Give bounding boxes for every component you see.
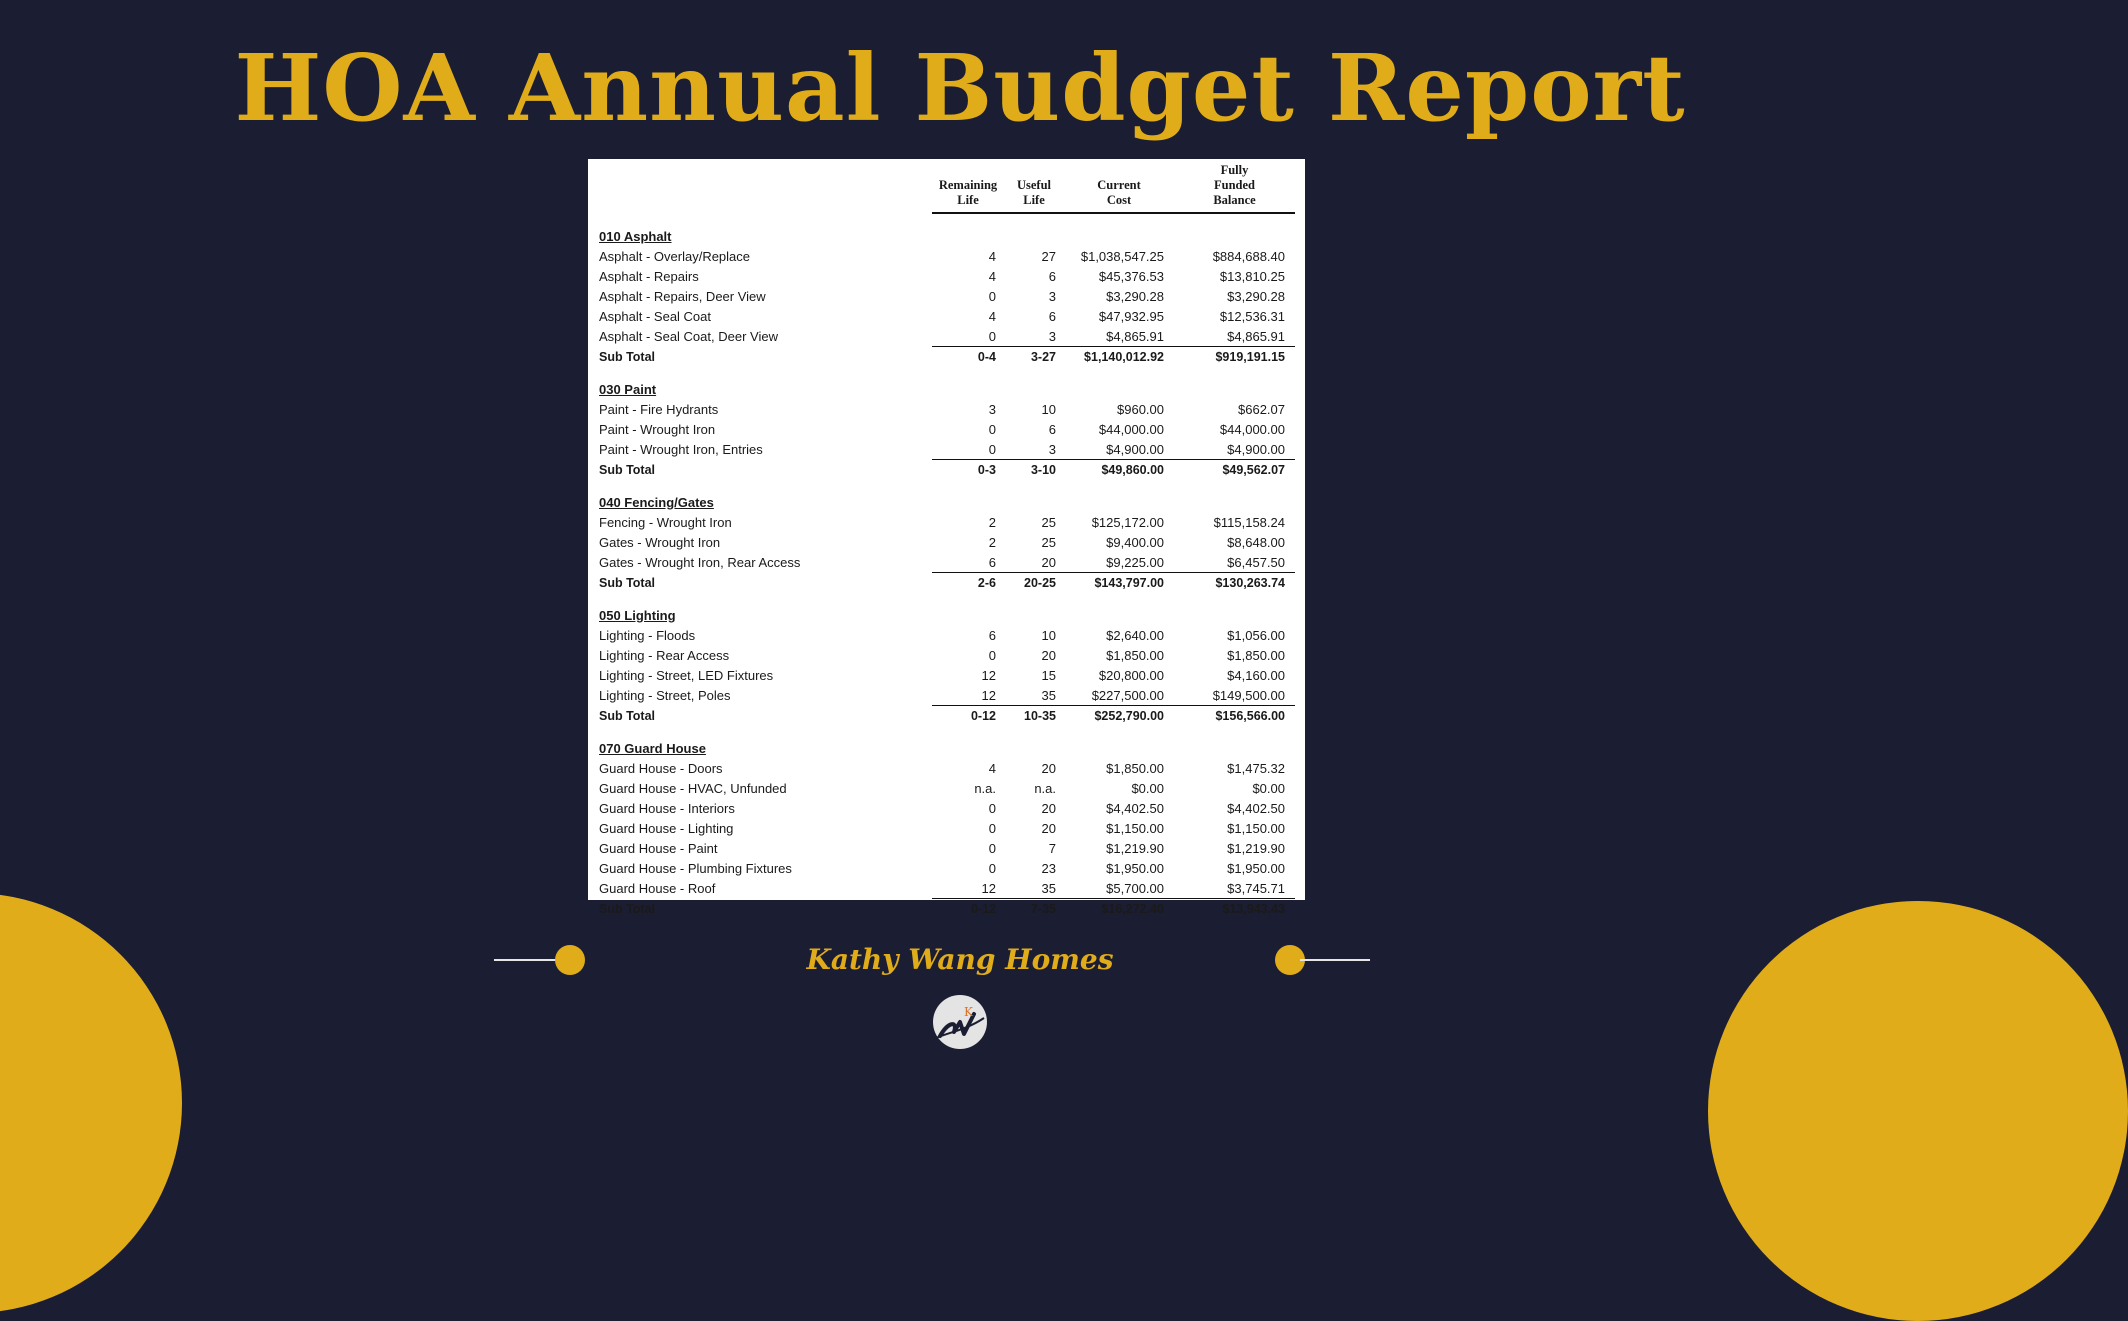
fully-funded-balance: $8,648.00 <box>1227 534 1285 550</box>
fully-funded-balance: $1,950.00 <box>1227 860 1285 876</box>
subtotal-fully-funded-balance: $156,566.00 <box>1174 706 1295 727</box>
current-cost: $227,500.00 <box>1091 687 1164 703</box>
subtotal-useful-life: 20-25 <box>1004 573 1064 594</box>
useful-life: 23 <box>1041 860 1056 876</box>
table-row <box>596 685 1295 706</box>
kw-monogram-icon <box>930 992 990 1052</box>
section-header-row <box>596 367 1295 399</box>
current-cost: $2,640.00 <box>1106 627 1164 643</box>
current-cost: $45,376.53 <box>1098 268 1164 284</box>
section-title: 050 Lighting <box>599 607 676 623</box>
section-title: 040 Fencing/Gates <box>599 494 714 510</box>
table-row <box>596 419 1295 439</box>
budget-document <box>588 159 1305 916</box>
current-cost: $4,900.00 <box>1106 441 1164 457</box>
useful-life: 3 <box>1048 328 1056 344</box>
subtotal-label: Sub Total <box>599 349 656 364</box>
remaining-life: 4 <box>988 308 996 324</box>
fully-funded-balance: $115,158.24 <box>1213 514 1285 530</box>
section-title-cell <box>596 367 1295 399</box>
brand-name: Kathy Wang Homes <box>806 943 1114 976</box>
component-name: Lighting - Rear Access <box>599 647 730 663</box>
remaining-life: 12 <box>981 667 996 683</box>
remaining-life: 0 <box>988 860 996 876</box>
table-row <box>596 838 1295 858</box>
section-header-row <box>596 726 1295 758</box>
subtotal-label: Sub Total <box>599 901 656 916</box>
component-name: Asphalt - Repairs, Deer View <box>599 288 766 304</box>
table-body <box>596 213 1295 919</box>
useful-life: 20 <box>1041 800 1056 816</box>
remaining-life: 0 <box>988 840 996 856</box>
useful-life: 35 <box>1041 687 1056 703</box>
current-cost: $9,400.00 <box>1106 534 1164 550</box>
component-name: Lighting - Floods <box>599 627 696 643</box>
component-name: Guard House - Lighting <box>599 820 734 836</box>
fully-funded-balance: $3,290.28 <box>1227 288 1285 304</box>
subtotal-current-cost: $252,790.00 <box>1064 706 1174 727</box>
table-row <box>596 532 1295 552</box>
component-name: Guard House - Interiors <box>599 800 735 816</box>
fully-funded-balance: $4,160.00 <box>1227 667 1285 683</box>
decorative-line-right <box>1300 959 1370 961</box>
subtotal-useful-life: 3-10 <box>1004 460 1064 481</box>
useful-life: 20 <box>1041 554 1056 570</box>
useful-life: 3 <box>1048 288 1056 304</box>
table-row <box>596 645 1295 665</box>
remaining-life: 4 <box>988 248 996 264</box>
section-title-cell <box>596 726 1295 758</box>
current-cost: $3,290.28 <box>1106 288 1164 304</box>
remaining-life: 2 <box>988 514 996 530</box>
subtotal-row <box>596 347 1295 368</box>
fully-funded-balance: $149,500.00 <box>1212 687 1285 703</box>
current-cost: $125,172.00 <box>1091 514 1164 530</box>
useful-life: 27 <box>1041 248 1056 264</box>
table-row <box>596 326 1295 347</box>
table-row <box>596 266 1295 286</box>
fully-funded-balance: $44,000.00 <box>1219 421 1285 437</box>
current-cost: $20,800.00 <box>1098 667 1164 683</box>
useful-life: 20 <box>1041 760 1056 776</box>
subtotal-useful-life: 10-35 <box>1004 706 1064 727</box>
component-name: Guard House - Roof <box>599 880 716 896</box>
useful-life: 20 <box>1041 820 1056 836</box>
component-name: Guard House - Paint <box>599 840 718 856</box>
brand-row <box>0 944 1920 976</box>
fully-funded-balance: $12,536.31 <box>1219 308 1285 324</box>
subtotal-current-cost: $49,860.00 <box>1064 460 1174 481</box>
component-name: Paint - Fire Hydrants <box>599 401 719 417</box>
subtotal-label: Sub Total <box>599 575 656 590</box>
table-row <box>596 858 1295 878</box>
useful-life: 25 <box>1041 534 1056 550</box>
subtotal-row <box>596 899 1295 920</box>
table-row <box>596 818 1295 838</box>
remaining-life: 6 <box>988 627 996 643</box>
component-name: Paint - Wrought Iron <box>599 421 716 437</box>
header-current-cost: Current Cost <box>1064 159 1174 213</box>
subtotal-row <box>596 460 1295 481</box>
fully-funded-balance: $4,402.50 <box>1227 800 1285 816</box>
svg-text:K: K <box>964 1005 973 1019</box>
remaining-life: 2 <box>988 534 996 550</box>
table-row <box>596 286 1295 306</box>
current-cost: $1,150.00 <box>1106 820 1164 836</box>
fully-funded-balance: $0.00 <box>1252 780 1285 796</box>
page-title: HOA Annual Budget Report <box>234 34 1686 142</box>
table-row <box>596 665 1295 685</box>
subtotal-fully-funded-balance: $13,943.43 <box>1174 899 1295 920</box>
subtotal-fully-funded-balance: $919,191.15 <box>1174 347 1295 368</box>
remaining-life: 0 <box>988 820 996 836</box>
section-title-cell <box>596 213 1295 246</box>
section-header-row <box>596 480 1295 512</box>
remaining-life: n.a. <box>974 780 996 796</box>
table-header-row <box>596 159 1295 213</box>
useful-life: 7 <box>1048 840 1056 856</box>
component-name: Gates - Wrought Iron <box>599 534 721 550</box>
subtotal-remaining-life: 0-3 <box>932 460 1004 481</box>
component-name: Guard House - Plumbing Fixtures <box>599 860 792 876</box>
subtotal-remaining-life: 0-12 <box>932 706 1004 727</box>
current-cost: $9,225.00 <box>1106 554 1164 570</box>
table-row <box>596 778 1295 798</box>
table-row <box>596 552 1295 573</box>
section-title-cell <box>596 480 1295 512</box>
remaining-life: 0 <box>988 441 996 457</box>
current-cost: $1,850.00 <box>1106 647 1164 663</box>
current-cost: $0.00 <box>1131 780 1164 796</box>
component-name: Asphalt - Seal Coat <box>599 308 712 324</box>
table-row <box>596 878 1295 899</box>
useful-life: 6 <box>1048 421 1056 437</box>
subtotal-current-cost: $16,272.40 <box>1064 899 1174 920</box>
current-cost: $47,932.95 <box>1098 308 1164 324</box>
remaining-life: 6 <box>988 554 996 570</box>
fully-funded-balance: $13,810.25 <box>1219 268 1285 284</box>
table-row <box>596 758 1295 778</box>
useful-life: 15 <box>1041 667 1056 683</box>
subtotal-remaining-life: 0-4 <box>932 347 1004 368</box>
table-row <box>596 306 1295 326</box>
section-title: 070 Guard House <box>599 740 706 756</box>
header-fully-funded-balance: Fully Funded Balance <box>1174 159 1295 213</box>
useful-life: 10 <box>1041 627 1056 643</box>
component-name: Paint - Wrought Iron, Entries <box>599 441 763 457</box>
table-row <box>596 798 1295 818</box>
remaining-life: 0 <box>988 328 996 344</box>
remaining-life: 12 <box>981 687 996 703</box>
component-name: Lighting - Street, LED Fixtures <box>599 667 774 683</box>
fully-funded-balance: $4,865.91 <box>1227 328 1285 344</box>
useful-life: n.a. <box>1034 780 1056 796</box>
fully-funded-balance: $3,745.71 <box>1227 880 1285 896</box>
component-name: Gates - Wrought Iron, Rear Access <box>599 554 801 570</box>
section-header-row <box>596 213 1295 246</box>
current-cost: $44,000.00 <box>1098 421 1164 437</box>
table-row <box>596 512 1295 532</box>
fully-funded-balance: $4,900.00 <box>1227 441 1285 457</box>
subtotal-fully-funded-balance: $130,263.74 <box>1174 573 1295 594</box>
fully-funded-balance: $6,457.50 <box>1227 554 1285 570</box>
remaining-life: 3 <box>988 401 996 417</box>
subtotal-label: Sub Total <box>599 462 656 477</box>
current-cost: $1,850.00 <box>1106 760 1164 776</box>
header-remaining-life: Remaining Life <box>932 159 1004 213</box>
current-cost: $4,865.91 <box>1106 328 1164 344</box>
current-cost: $1,219.90 <box>1106 840 1164 856</box>
current-cost: $1,950.00 <box>1106 860 1164 876</box>
section-header-row <box>596 593 1295 625</box>
component-name: Lighting - Street, Poles <box>599 687 731 703</box>
section-title: 030 Paint <box>599 381 657 397</box>
component-name: Guard House - HVAC, Unfunded <box>599 780 787 796</box>
subtotal-fully-funded-balance: $49,562.07 <box>1174 460 1295 481</box>
remaining-life: 0 <box>988 421 996 437</box>
component-name: Asphalt - Overlay/Replace <box>599 248 751 264</box>
table-row <box>596 399 1295 419</box>
section-title: 010 Asphalt <box>599 228 672 244</box>
remaining-life: 4 <box>988 760 996 776</box>
subtotal-remaining-life: 2-6 <box>932 573 1004 594</box>
budget-table <box>596 159 1295 919</box>
subtotal-useful-life: 7-35 <box>1004 899 1064 920</box>
component-name: Fencing - Wrought Iron <box>599 514 732 530</box>
subtotal-current-cost: $143,797.00 <box>1064 573 1174 594</box>
subtotal-remaining-life: 0-12 <box>932 899 1004 920</box>
current-cost: $5,700.00 <box>1106 880 1164 896</box>
useful-life: 10 <box>1041 401 1056 417</box>
subtotal-current-cost: $1,140,012.92 <box>1064 347 1174 368</box>
fully-funded-balance: $662.07 <box>1238 401 1285 417</box>
useful-life: 3 <box>1048 441 1056 457</box>
remaining-life: 4 <box>988 268 996 284</box>
subtotal-row <box>596 573 1295 594</box>
remaining-life: 0 <box>988 800 996 816</box>
subtotal-row <box>596 706 1295 727</box>
fully-funded-balance: $884,688.40 <box>1212 248 1285 264</box>
subtotal-useful-life: 3-27 <box>1004 347 1064 368</box>
fully-funded-balance: $1,850.00 <box>1227 647 1285 663</box>
component-name: Guard House - Doors <box>599 760 723 776</box>
useful-life: 35 <box>1041 880 1056 896</box>
current-cost: $1,038,547.25 <box>1080 248 1164 264</box>
component-name: Asphalt - Repairs <box>599 268 699 284</box>
subtotal-label: Sub Total <box>599 708 656 723</box>
table-row <box>596 246 1295 266</box>
component-name: Asphalt - Seal Coat, Deer View <box>599 328 778 344</box>
useful-life: 25 <box>1041 514 1056 530</box>
remaining-life: 0 <box>988 288 996 304</box>
header-component <box>596 159 932 213</box>
header-useful-life: Useful Life <box>1004 159 1064 213</box>
table-row <box>596 625 1295 645</box>
useful-life: 6 <box>1048 308 1056 324</box>
useful-life: 6 <box>1048 268 1056 284</box>
current-cost: $960.00 <box>1117 401 1164 417</box>
fully-funded-balance: $1,056.00 <box>1227 627 1285 643</box>
section-title-cell <box>596 593 1295 625</box>
fully-funded-balance: $1,219.90 <box>1227 840 1285 856</box>
fully-funded-balance: $1,150.00 <box>1227 820 1285 836</box>
current-cost: $4,402.50 <box>1106 800 1164 816</box>
table-row <box>596 439 1295 460</box>
fully-funded-balance: $1,475.32 <box>1227 760 1285 776</box>
remaining-life: 0 <box>988 647 996 663</box>
remaining-life: 12 <box>981 880 996 896</box>
useful-life: 20 <box>1041 647 1056 663</box>
